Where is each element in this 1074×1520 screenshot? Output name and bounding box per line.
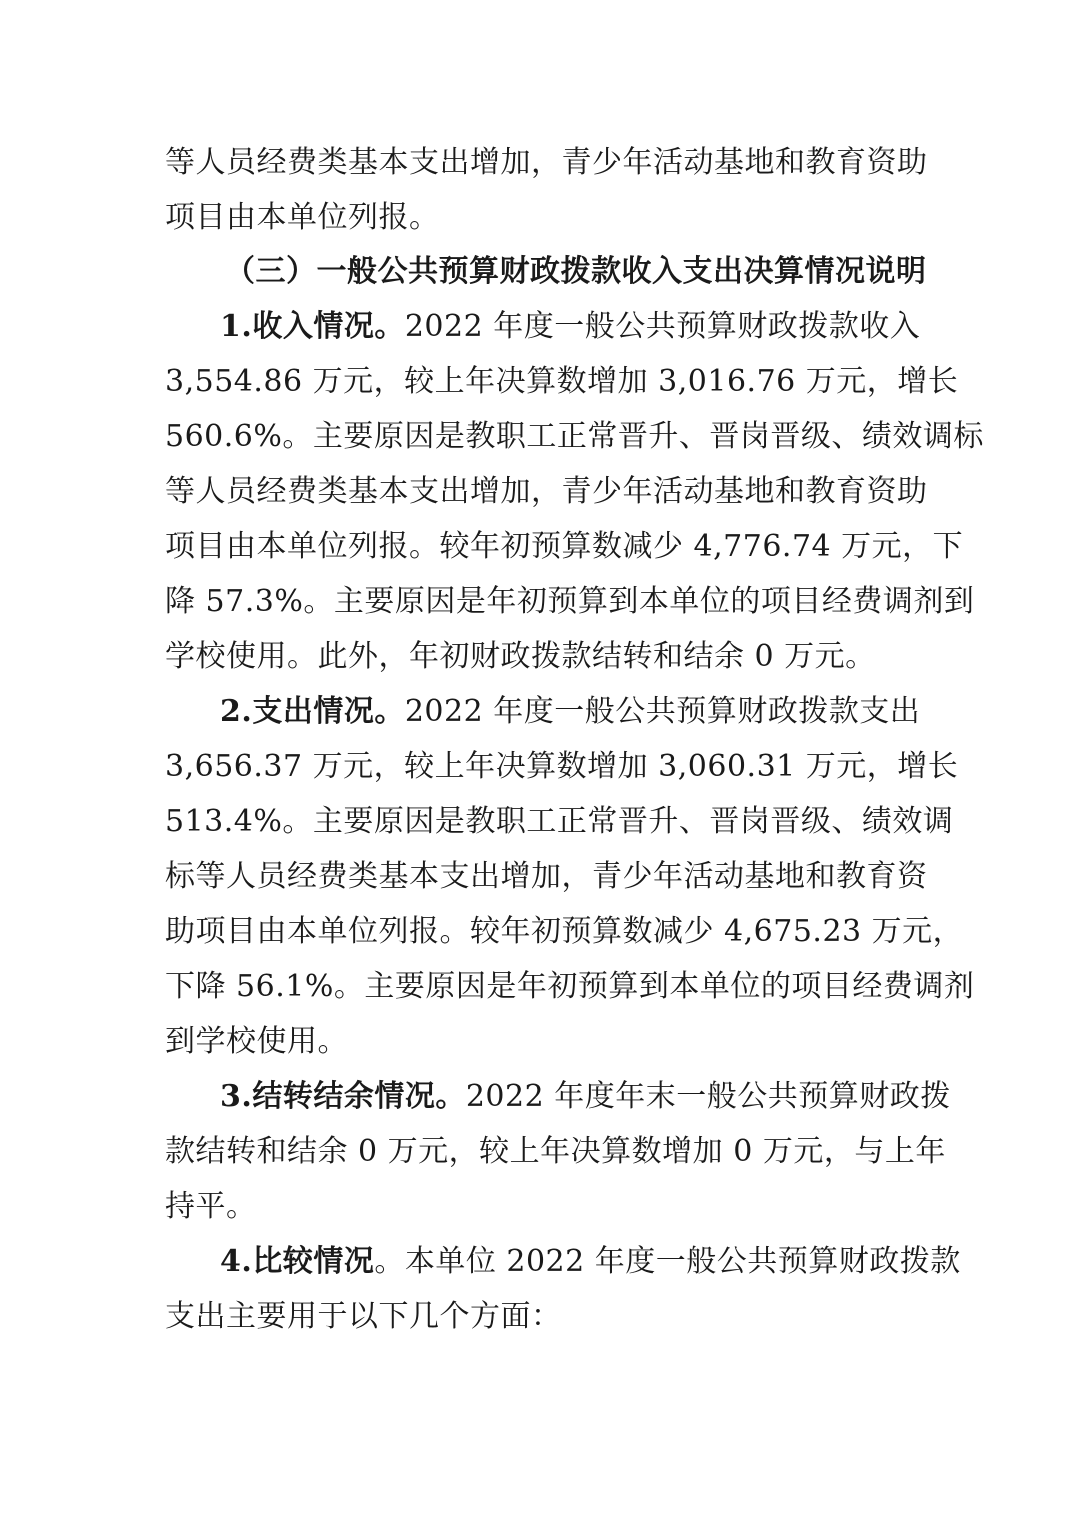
comparison-first-text: 。本单位 2022 年度一般公共预算财政拨款	[374, 1244, 961, 1279]
expenditure-heading: 2.支出情况。	[220, 694, 405, 729]
expenditure-line-2: 513.4%。主要原因是教职工正常晋升、晋岗晋级、绩效调	[165, 804, 954, 839]
income-line-2: 560.6%。主要原因是教职工正常晋升、晋岗晋级、绩效调标	[165, 419, 984, 454]
expenditure-line-1: 3,656.37 万元，较上年决算数增加 3,060.31 万元，增长	[165, 749, 959, 784]
expenditure-first-text: 2022 年度一般公共预算财政拨款支出	[404, 694, 921, 729]
intro-line-1: 等人员经费类基本支出增加，青少年活动基地和教育资助	[165, 145, 928, 180]
expenditure-line-3: 标等人员经费类基本支出增加，青少年活动基地和教育资	[165, 859, 928, 894]
comparison-paragraph-first-line	[220, 1242, 980, 1282]
income-line-6: 学校使用。此外，年初财政拨款结转和结余 0 万元。	[165, 639, 876, 674]
intro-line-2: 项目由本单位列报。	[165, 200, 440, 235]
carryover-heading: 3.结转结余情况。	[220, 1079, 466, 1114]
carryover-first-text: 2022 年度年末一般公共预算财政拨	[465, 1079, 951, 1114]
carryover-line-2: 持平。	[165, 1189, 257, 1224]
income-line-5: 降 57.3%。主要原因是年初预算到本单位的项目经费调剂到	[165, 584, 975, 619]
income-first-text: 2022 年度一般公共预算财政拨款收入	[404, 309, 921, 344]
carryover-line-1: 款结转和结余 0 万元，较上年决算数增加 0 万元，与上年	[165, 1134, 946, 1169]
section-heading: （三）一般公共预算财政拨款收入支出决算情况说明	[225, 254, 927, 289]
expenditure-line-6: 到学校使用。	[165, 1024, 348, 1059]
expenditure-line-4: 助项目由本单位列报。较年初预算数减少 4,675.23 万元，	[165, 914, 964, 949]
income-line-3: 等人员经费类基本支出增加，青少年活动基地和教育资助	[165, 474, 928, 509]
income-heading: 1.收入情况。	[220, 309, 405, 344]
income-paragraph-first-line	[220, 307, 980, 347]
income-line-4: 项目由本单位列报。较年初预算数减少 4,776.74 万元，下	[165, 529, 964, 564]
expenditure-paragraph-first-line	[220, 692, 980, 732]
comparison-heading: 4.比较情况	[220, 1244, 375, 1279]
carryover-paragraph-first-line	[220, 1077, 980, 1117]
expenditure-line-5: 下降 56.1%。主要原因是年初预算到本单位的项目经费调剂	[165, 969, 975, 1004]
income-line-1: 3,554.86 万元，较上年决算数增加 3,016.76 万元，增长	[165, 364, 959, 399]
comparison-line-1: 支出主要用于以下几个方面：	[165, 1299, 562, 1334]
